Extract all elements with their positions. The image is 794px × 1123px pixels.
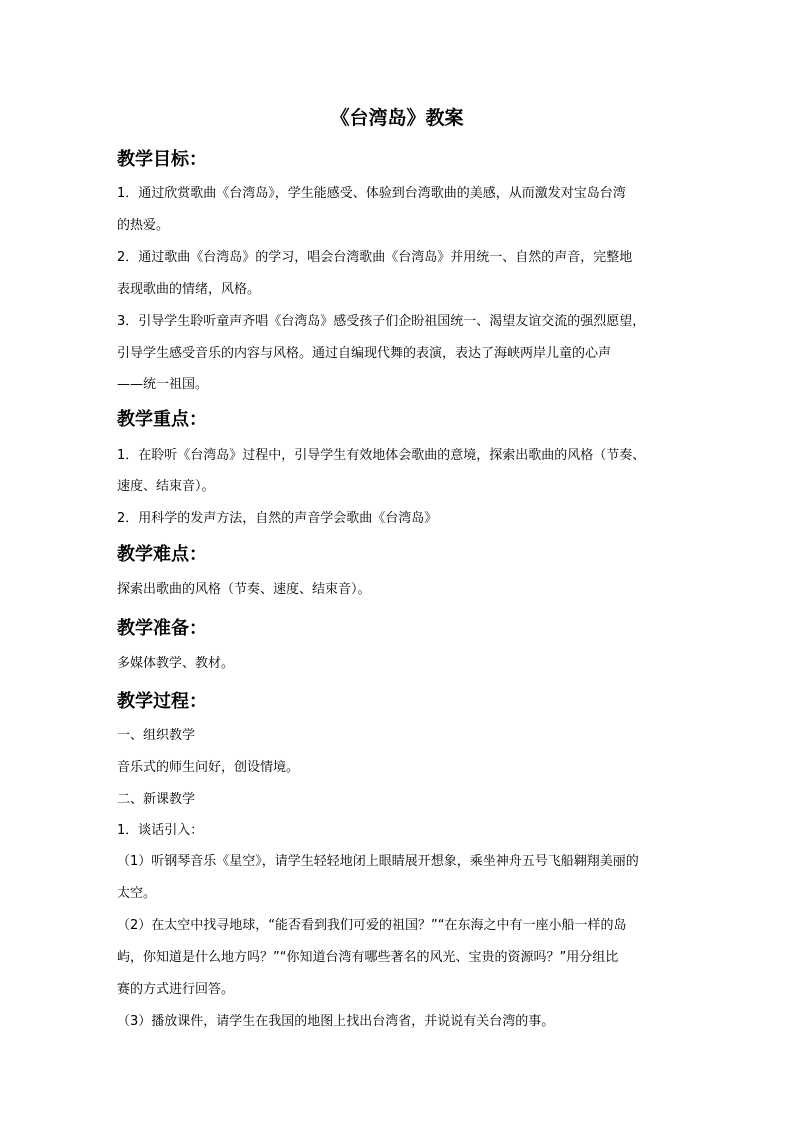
process-line: 太空。 (117, 886, 157, 901)
goals-line: ——统一祖国。 (117, 377, 209, 392)
goals-line: 3．引导学生聆听童声齐唱《台湾岛》感受孩子们企盼祖国统一、渴望友谊交流的强烈愿望， (117, 314, 646, 329)
goals-line: 2．通过歌曲《台湾岛》的学习，唱会台湾歌曲《台湾岛》并用统一、自然的声音，完整地 (117, 250, 633, 265)
process-line: 1．谈话引入： (117, 823, 204, 838)
heading-goals: 教学目标： (117, 149, 207, 170)
process-line: 二、新课教学 (117, 792, 196, 807)
heading-key-points: 教学重点： (117, 409, 207, 430)
heading-difficulties: 教学难点： (117, 544, 207, 565)
key-points-line: 速度、结束音）。 (117, 479, 215, 494)
process-line: 赛的方式进行回答。 (117, 982, 235, 997)
document-title: 《台湾岛》教案 (330, 107, 464, 129)
process-line: （2）在太空中找寻地球，“能否看到我们可爱的祖国？”“在东海之中有一座小船一样的岛 (117, 918, 627, 933)
process-line: （3）播放课件，请学生在我国的地图上找出台湾省，并说说有关台湾的事。 (117, 1014, 555, 1029)
heading-process: 教学过程： (117, 691, 207, 712)
key-points-line: 2．用科学的发声方法，自然的声音学会歌曲《台湾岛》 (117, 511, 438, 526)
goals-line: 引导学生感受音乐的内容与风格。通过自编现代舞的表演，表达了海峡两岸儿童的心声 (117, 346, 612, 361)
process-line: 屿，你知道是什么地方吗？”“你知道台湾有哪些著名的风光、宝贵的资源吗？”用分组比 (117, 950, 619, 965)
key-points-line: 1．在聆听《台湾岛》过程中，引导学生有效地体会歌曲的意境，探索出歌曲的风格（节奏、 (117, 448, 646, 463)
goals-line: 表现歌曲的情绪，风格。 (117, 282, 261, 297)
process-line: （1）听钢琴音乐《星空》，请学生轻轻地闭上眼睛展开想象，乘坐神舟五号飞船翱翔美丽的 (117, 854, 639, 869)
process-line: 音乐式的师生问好，创设情境。 (117, 760, 300, 775)
process-line: 一、组织教学 (117, 728, 196, 743)
goals-line: 1．通过欣赏歌曲《台湾岛》，学生能感受、体验到台湾歌曲的美感，从而激发对宝岛台湾 (117, 186, 626, 201)
difficulties-line: 探索出歌曲的风格（节奏、速度、结束音）。 (117, 582, 371, 597)
preparation-line: 多媒体教学、教材。 (117, 656, 235, 671)
goals-line: 的热爱。 (117, 218, 170, 233)
heading-preparation: 教学准备： (117, 618, 207, 639)
